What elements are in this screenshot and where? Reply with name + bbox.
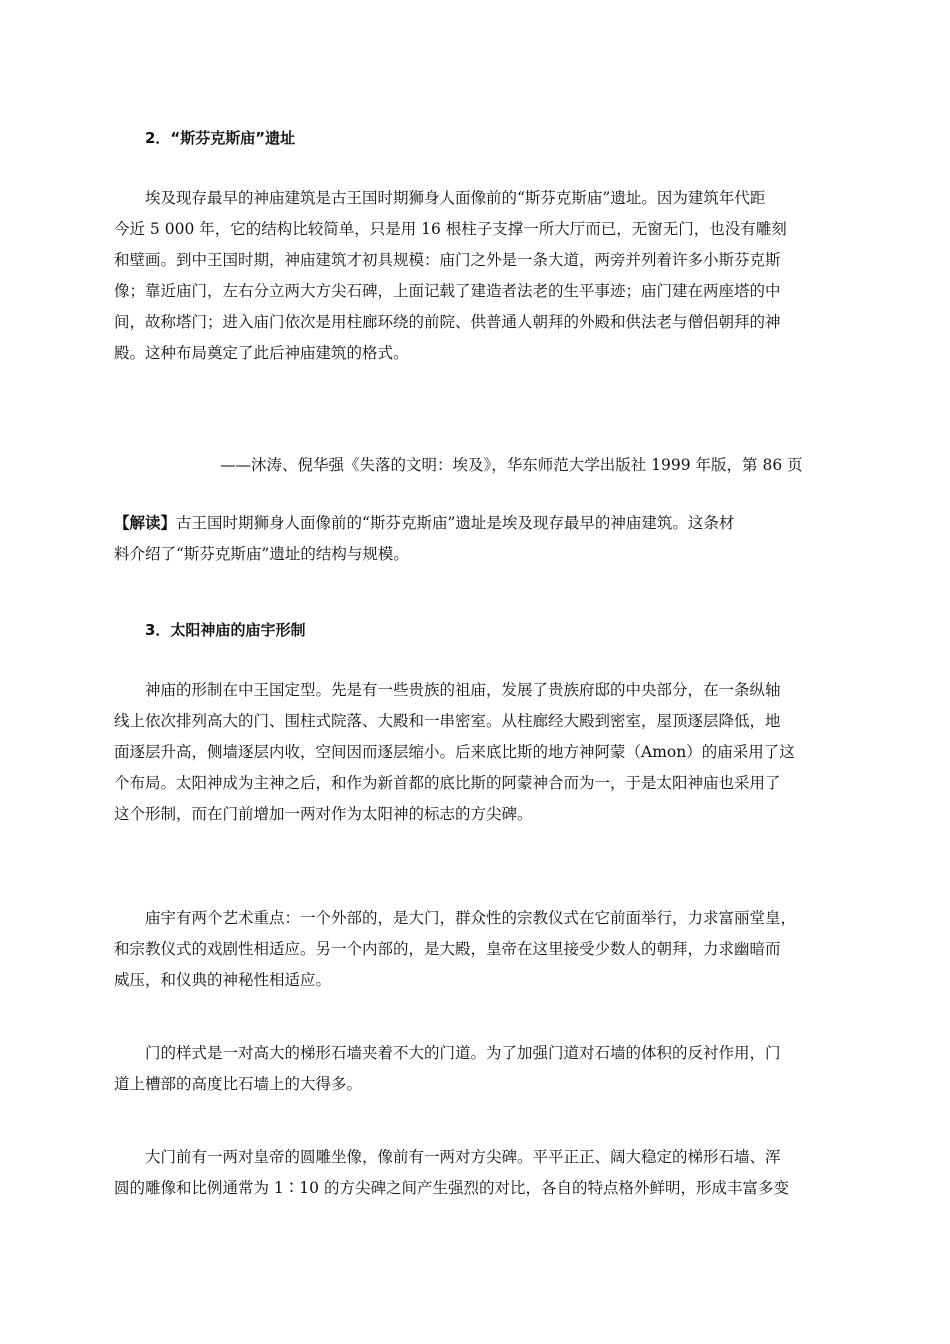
text-line: 庙宇有两个艺术重点：一个外部的，是大门，群众性的宗教仪式在它前面举行，力求富丽堂皇， — [145, 909, 797, 927]
text-line: 面逐层升高，侧墙逐层内收，空间因而逐层缩小。后来底比斯的地方神阿蒙（Amon）的庙采用了这 — [114, 743, 795, 761]
text-line: 神庙的形制在中王国定型。先是有一些贵族的祖庙，发展了贵族府邸的中央部分，在一条纵轴 — [145, 681, 781, 699]
interpretation-paragraph — [114, 508, 840, 570]
paragraph-sphinx-temple — [114, 183, 840, 369]
section-heading-sphinx-temple: 2．“斯芬克斯庙”遗址 — [145, 129, 296, 147]
text-line: 像；靠近庙门，左右分立两大方尖石碑，上面记载了建造者法老的生平事迹；庙门建在两座塔的中 — [114, 282, 781, 300]
paragraph-temple-form — [114, 675, 840, 830]
text-line: 今近 5 000 年，它的结构比较简单，只是用 16 根柱子支撑一所大厅而已，无窗无门，也没有雕刻 — [114, 220, 787, 238]
text-line: 和宗教仪式的戏剧性相适应。另一个内部的，是大殿，皇帝在这里接受少数人的朝拜，力求幽暗而 — [114, 940, 781, 958]
text-line: 殿。这种布局奠定了此后神庙建筑的格式。 — [114, 344, 409, 362]
interpretation-label: 【解读】 — [114, 514, 177, 532]
paragraph-gate-statues — [114, 1142, 840, 1204]
section-heading-sun-temple: 3．太阳神庙的庙宇形制 — [145, 621, 306, 639]
paragraph-artistic-focus — [114, 903, 840, 996]
text-line: 埃及现存最早的神庙建筑是古王国时期狮身人面像前的“斯芬克斯庙”遗址。因为建筑年代距 — [145, 189, 766, 207]
citation: ——沐涛、倪华强《失落的文明：埃及》，华东师范大学出版社 1999 年版，第 86 页 — [220, 456, 803, 474]
text-line: 大门前有一两对皇帝的圆雕坐像，像前有一两对方尖碑。平平正正、阔大稳定的梯形石墙、浑 — [145, 1148, 781, 1166]
text-line: 和壁画。到中王国时期，神庙建筑才初具规模：庙门之外是一条大道，两旁并列着许多小斯芬克斯 — [114, 251, 781, 269]
text-line: 间，故称塔门；进入庙门依次是用柱廊环绕的前院、供普通人朝拜的外殿和供法老与僧侣朝拜的神 — [114, 313, 781, 331]
interpretation-text: 古王国时期狮身人面像前的“斯芬克斯庙”遗址是埃及现存最早的神庙建筑。这条材 — [176, 514, 735, 532]
text-line: 威压，和仪典的神秘性相适应。 — [114, 971, 332, 989]
text-line: 圆的雕像和比例通常为 1∶10 的方尖碑之间产生强烈的对比，各自的特点格外鲜明，形成丰富多变 — [114, 1179, 789, 1197]
text-line: 料介绍了“斯芬克斯庙”遗址的结构与规模。 — [114, 545, 409, 563]
text-line: 门的样式是一对高大的梯形石墙夹着不大的门道。为了加强门道对石墙的体积的反衬作用，门 — [145, 1044, 781, 1062]
text-line: 道上槽部的高度比石墙上的大得多。 — [114, 1075, 363, 1093]
text-line: 线上依次排列高大的门、围柱式院落、大殿和一串密室。从柱廊经大殿到密室，屋顶逐层降低，地 — [114, 712, 781, 730]
text-line: 这个形制，而在门前增加一两对作为太阳神的标志的方尖碑。 — [114, 805, 533, 823]
paragraph-gate-style — [114, 1038, 840, 1100]
text-line — [114, 508, 840, 539]
text-line: 个布局。太阳神成为主神之后，和作为新首都的底比斯的阿蒙神合而为一，于是太阳神庙也采用了 — [114, 774, 781, 792]
